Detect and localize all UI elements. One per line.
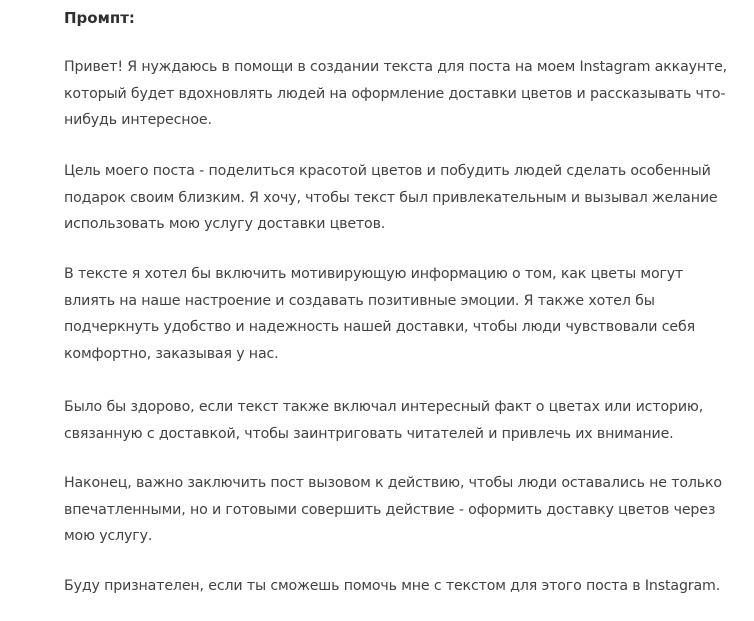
paragraph-line: Было бы здорово, если текст также включал интересный факт о цветах или историю, — [64, 399, 704, 415]
paragraph-line: нибудь интересное. — [64, 112, 212, 128]
prompt-heading: Промпт: — [64, 9, 135, 27]
paragraph-line: подчеркнуть удобство и надежность нашей доставки, чтобы люди чувствовали себя — [64, 319, 695, 335]
paragraph-line: Буду признателен, если ты сможешь помочь мне с текстом для этого поста в Instagram. — [64, 578, 721, 594]
paragraph-line: Привет! Я нуждаюсь в помощи в создании текста для поста на моем Instagram аккаунте, — [64, 59, 728, 75]
paragraph-line: Цель моего поста - поделиться красотой цветов и побудить людей сделать особенный — [64, 163, 711, 179]
paragraph-line: комфортно, заказывая у нас. — [64, 345, 279, 362]
paragraph-line: использовать мою услугу доставки цветов. — [64, 216, 386, 232]
paragraph-greeting — [64, 54, 754, 134]
paragraph-call-to-action — [64, 470, 754, 550]
paragraph-motivation — [64, 261, 754, 367]
paragraph-interesting-fact — [64, 394, 754, 447]
paragraph-line: впечатленными, но и готовыми совершить действие - оформить доставку цветов через — [64, 501, 716, 518]
paragraph-line: связанную с доставкой, чтобы заинтриговать читателей и привлечь их внимание. — [64, 425, 674, 442]
paragraph-line: подарок своим близким. Я хочу, чтобы текст был привлекательным и вызывал желание — [64, 189, 718, 206]
paragraph-line: Наконец, важно заключить пост вызовом к действию, чтобы люди оставались не только — [64, 475, 722, 491]
paragraph-line: влиять на наше настроение и создавать позитивные эмоции. Я также хотел бы — [64, 292, 655, 309]
paragraph-line: который будет вдохновлять людей на оформление доставки цветов и рассказывать что- — [64, 85, 726, 102]
paragraph-line: В тексте я хотел бы включить мотивирующую информацию о том, как цветы могут — [64, 266, 684, 282]
paragraph-line: мою услугу. — [64, 528, 153, 544]
paragraph-goal — [64, 158, 754, 238]
paragraph-thanks — [64, 573, 754, 600]
